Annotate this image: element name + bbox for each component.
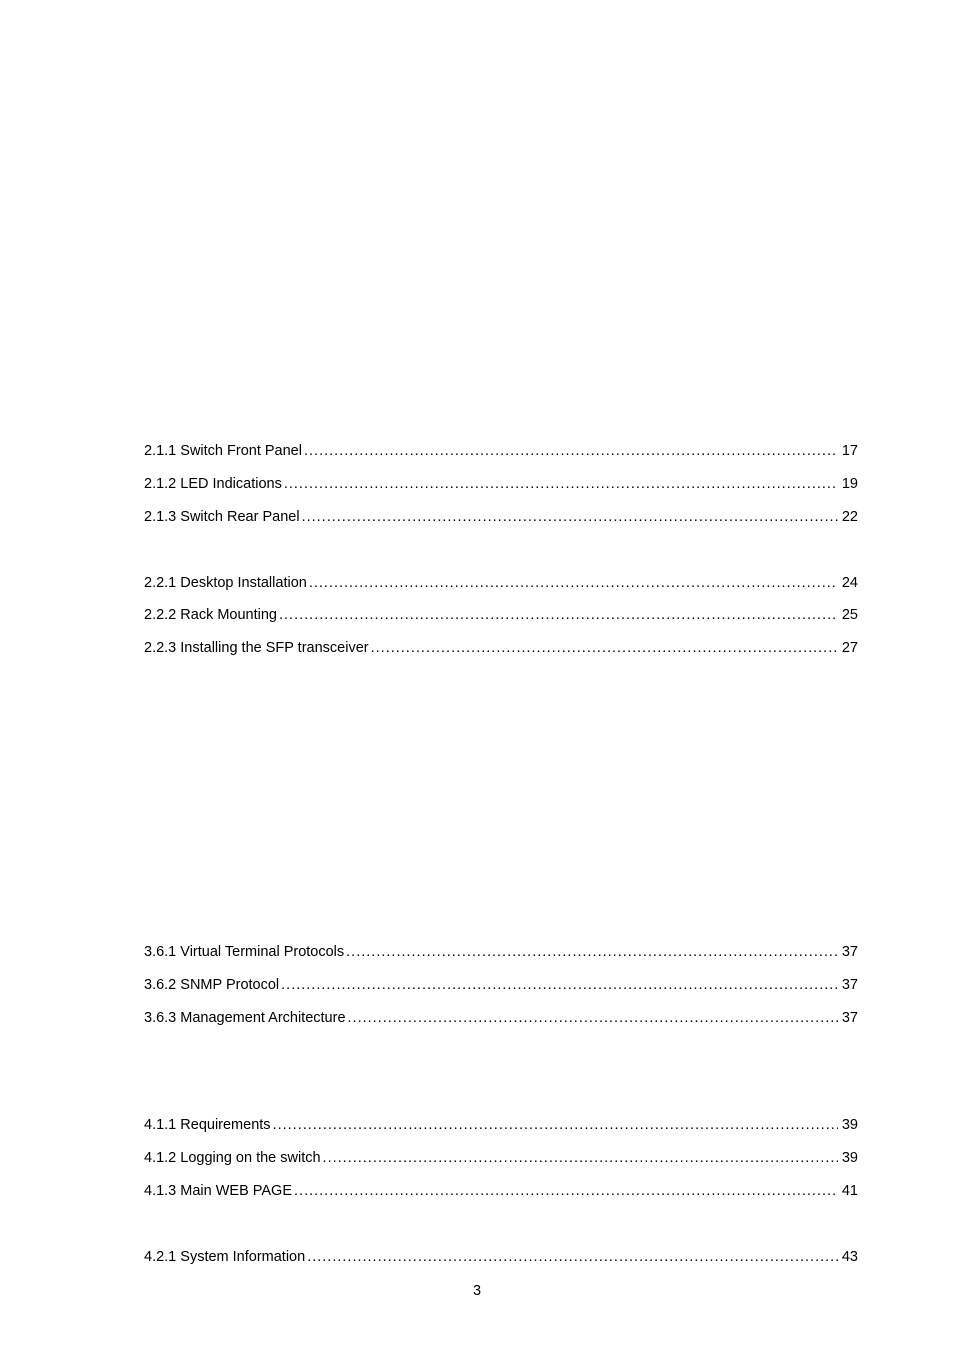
toc-dot-leader: [304, 441, 838, 461]
toc-entry-page: 27: [841, 640, 858, 656]
toc-dot-leader: [309, 573, 838, 593]
toc-entry-page: 37: [841, 944, 858, 960]
toc-entry[interactable]: [144, 1148, 858, 1168]
toc-dot-leader: [279, 605, 838, 625]
toc-entry-title: 2.1.1 Switch Front Panel: [144, 443, 302, 459]
toc-entry[interactable]: [144, 942, 858, 962]
toc-entry[interactable]: [144, 507, 858, 527]
toc-entry-title: 3.6.1 Virtual Terminal Protocols: [144, 944, 345, 960]
toc-dot-leader: [307, 1247, 838, 1267]
toc-entry-page: 25: [841, 607, 858, 623]
toc-entry-title: 2.2.2 Rack Mounting: [144, 607, 277, 623]
toc-entry-title: 2.2.3 Installing the SFP transceiver: [144, 640, 369, 656]
toc-entry-title: 2.2.1 Desktop Installation: [144, 575, 307, 591]
toc-entry-title: 4.1.2 Logging on the switch: [144, 1150, 321, 1166]
toc-entry-page: 37: [841, 1010, 858, 1026]
toc-entry-title: 2.1.2 LED Indications: [144, 476, 282, 492]
toc-entry-page: 43: [841, 1249, 858, 1265]
toc-entry[interactable]: [144, 638, 858, 658]
toc-entry-page: 37: [841, 977, 858, 993]
toc-entry[interactable]: [144, 1181, 858, 1201]
toc-dot-leader: [281, 975, 838, 995]
toc-entry-page: 41: [841, 1183, 858, 1199]
toc-dot-leader: [302, 507, 838, 527]
toc-dot-leader: [348, 1008, 838, 1028]
toc-entry-title: 4.1.1 Requirements: [144, 1117, 271, 1133]
toc-entry-title: 3.6.2 SNMP Protocol: [144, 977, 280, 993]
toc-dot-leader: [371, 638, 838, 658]
toc-dot-leader: [294, 1181, 838, 1201]
toc-dot-leader: [284, 474, 838, 494]
toc-entry[interactable]: [144, 1008, 858, 1028]
toc-entry-title: 4.2.1 System Information: [144, 1249, 306, 1265]
toc-dot-leader: [273, 1115, 838, 1135]
toc-entry-page: 17: [841, 443, 858, 459]
toc-entry[interactable]: [144, 441, 858, 461]
toc-entry-page: 24: [841, 575, 858, 591]
toc-dot-leader: [323, 1148, 838, 1168]
toc-entry-page: 39: [841, 1117, 858, 1133]
toc-entry-page: 39: [841, 1150, 858, 1166]
toc-entry[interactable]: [144, 605, 858, 625]
toc-entry[interactable]: [144, 474, 858, 494]
page-number: 3: [472, 1283, 482, 1299]
toc-entry[interactable]: [144, 1247, 858, 1267]
toc-entry-title: 3.6.3 Management Architecture: [144, 1010, 346, 1026]
toc-entry[interactable]: [144, 975, 858, 995]
toc-entry[interactable]: [144, 573, 858, 593]
toc-entry-title: 2.1.3 Switch Rear Panel: [144, 509, 300, 525]
toc-entry-page: 19: [841, 476, 858, 492]
toc-entry-page: 22: [841, 509, 858, 525]
toc-entry[interactable]: [144, 1115, 858, 1135]
toc-entry-title: 4.1.3 Main WEB PAGE: [144, 1183, 293, 1199]
toc-dot-leader: [346, 942, 838, 962]
